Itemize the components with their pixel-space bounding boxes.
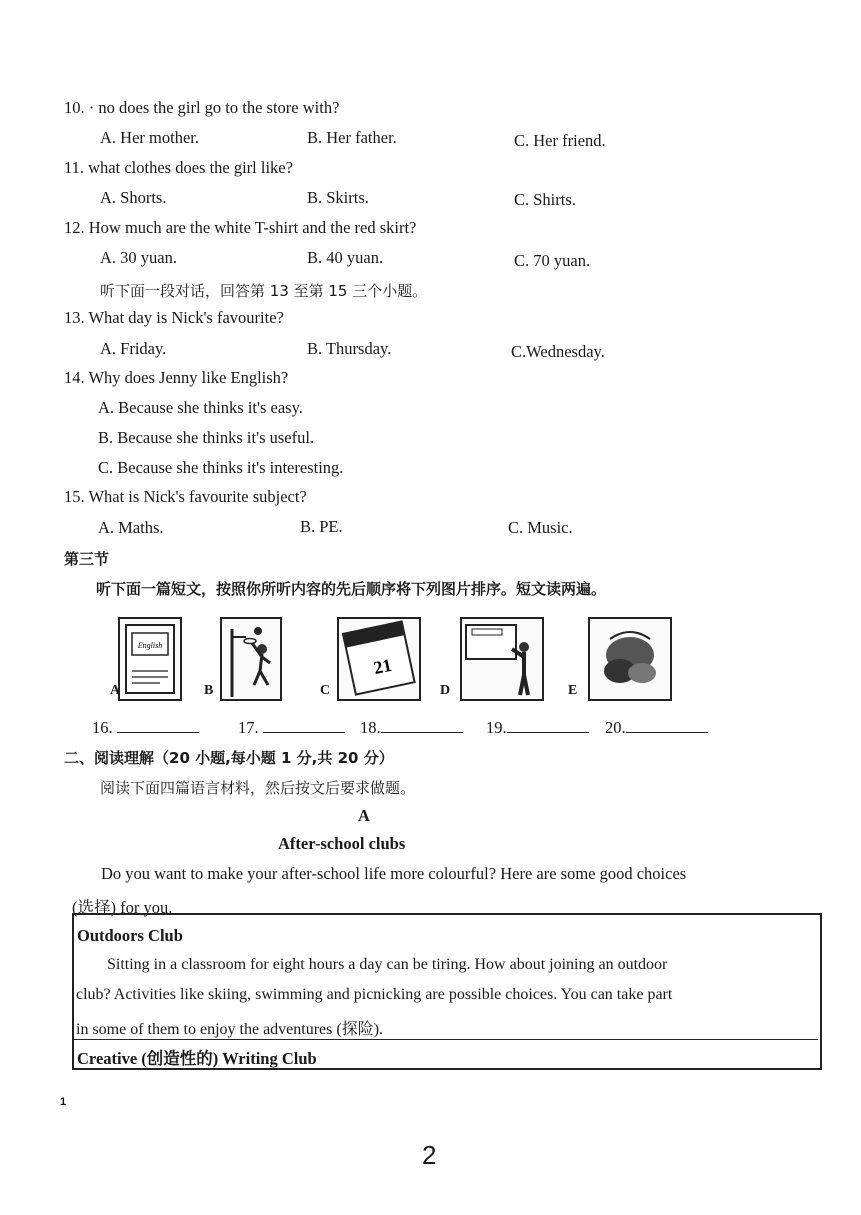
section-3-title: 第三节 [64,550,110,568]
vegetables-icon [590,619,670,699]
q15-option-a: A. Maths. [98,518,164,537]
q14-option-b: B. Because she thinks it's useful. [98,428,315,447]
answer-20: 20. [605,718,708,738]
picture-b-label: B [204,683,214,698]
book-title-text: English [137,641,163,650]
answer-17: 17. [238,718,345,738]
answer-20-blank[interactable] [626,718,708,733]
question-10: 10. · no does the girl go to the store with? [64,98,340,117]
passage-letter: A [358,806,370,825]
q12-option-a: A. 30 yuan. [100,248,177,267]
writing-club-title: Creative (创造性的) Writing Club [77,1049,317,1068]
picture-b [220,617,282,701]
corner-mark: 1 [60,1096,67,1108]
picture-e [588,617,672,701]
passage-intro-line-2: (选择) for you. [72,898,173,917]
question-13: 13. What day is Nick's favourite? [64,308,284,327]
answer-17-blank[interactable] [263,718,345,733]
english-book-icon [120,619,180,699]
outdoors-club-line-2: club? Activities like skiing, swimming and picnicking are possible choices. You can take part [76,986,673,1003]
picture-c [337,617,421,701]
section-3-instruction: 听下面一篇短文，按照你所听内容的先后顺序将下列图片排序。短文读两遍。 [96,580,607,598]
outdoors-club-title: Outdoors Club [77,926,183,945]
q13-option-a: A. Friday. [100,339,167,358]
q11-option-c: C. Shirts. [514,190,576,209]
question-11: 11. what clothes does the girl like? [64,158,293,177]
answer-18-blank[interactable] [381,718,463,733]
calendar-day-text: 21 [371,654,394,679]
answer-16-blank[interactable] [117,718,199,733]
page-number: 2 [422,1140,437,1170]
picture-a-label: A [110,683,121,698]
passage-title: After-school clubs [278,834,406,853]
q10-option-b: B. Her father. [307,128,397,147]
basketball-player-icon [222,619,280,699]
q14-option-a: A. Because she thinks it's easy. [98,398,303,417]
q13-option-b: B. Thursday. [307,339,392,358]
q12-option-c: C. 70 yuan. [514,251,591,270]
q10-option-c: C. Her friend. [514,131,606,150]
passage-intro-line-1: Do you want to make your after-school life more colourful? Here are some good choices [101,864,687,883]
answer-16: 16. [92,718,199,738]
question-15: 15. What is Nick's favourite subject? [64,487,307,506]
outdoors-club-line-3: in some of them to enjoy the adventures (探险). [76,1021,384,1038]
q11-option-a: A. Shorts. [100,188,167,207]
calendar-icon [339,619,419,699]
picture-d-label: D [440,683,451,698]
q10-option-a: A. Her mother. [100,128,199,147]
clubs-box-divider [72,1039,818,1040]
q14-option-c: C. Because she thinks it's interesting. [98,458,344,477]
answer-19-blank[interactable] [507,718,589,733]
outdoors-club-line-1: Sitting in a classroom for eight hours a day can be tiring. How about joining an outdoor [107,956,668,973]
q15-option-b: B. PE. [300,517,343,536]
answer-19: 19. [486,718,589,738]
teacher-blackboard-icon [462,619,542,699]
q11-option-b: B. Skirts. [307,188,369,207]
picture-c-label: C [320,683,331,698]
question-14: 14. Why does Jenny like English? [64,368,289,387]
instruction-13-15: 听下面一段对话，回答第 13 至第 15 三个小题。 [100,282,428,300]
part-2-instruction: 阅读下面四篇语言材料，然后按文后要求做题。 [100,779,416,797]
question-12: 12. How much are the white T-shirt and the red skirt? [64,218,417,237]
picture-a [118,617,182,701]
picture-e-label: E [568,683,578,698]
part-2-title: 二、阅读理解（20 小题,每小题 1 分,共 20 分） [64,749,394,767]
picture-d [460,617,544,701]
answer-18: 18. [360,718,463,738]
q12-option-b: B. 40 yuan. [307,248,384,267]
q13-option-c: C.Wednesday. [511,342,605,361]
q15-option-c: C. Music. [508,518,573,537]
